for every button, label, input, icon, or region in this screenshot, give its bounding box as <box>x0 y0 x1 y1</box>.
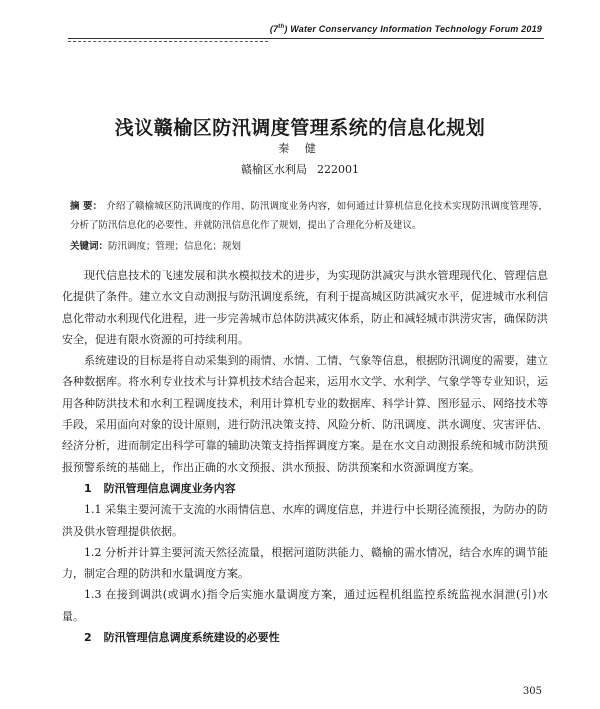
keywords-label: 关键词： <box>70 241 109 252</box>
abstract <box>70 197 548 235</box>
paper-title: 浅议赣榆区防汛调度管理系统的信息化规划 <box>114 117 486 139</box>
section-2-number: 2 <box>84 631 92 645</box>
body-paragraph-1-2: 1.2 分析并计算主要河流天然径流量，根据河道防洪能力、赣榆的需水情况，结合水库的调节能力，制定合理的防洪和水量调度方案。 <box>62 545 548 581</box>
section-1-number: 1 <box>84 481 92 495</box>
header-dashes <box>68 41 268 42</box>
body-paragraph-1-1: 1.1 采集主要河流干支流的水雨情信息、水库的调度信息，并进行中长期径流预报，为防办的防洪及供水管理提供依据。 <box>62 503 548 538</box>
running-head-ordinal-sup: th <box>278 24 285 30</box>
running-head <box>270 24 542 34</box>
running-head-ordinal: (7 <box>269 24 279 34</box>
section-heading-2 <box>62 627 548 648</box>
page-number: 305 <box>522 686 542 697</box>
paper-affiliation <box>0 161 600 177</box>
keywords <box>70 237 548 256</box>
keywords-text: 防汛调度；管理；信息化；规划 <box>108 241 242 252</box>
body-paragraph-intro-2: 系统建设的目标是将自动采集到的雨情、水情、工情、气象等信息，根据防汛调度的需要，建立各种数据库。将水利专业技术与计算机技术结合起来，运用水文学、水利学、气象学等专业知识，运用各种防洪技术和水利工程调度技术，利用计算机专业的数据库、科学计算、图形显示、网络技术等手段，采用面向对象的设计原则，进行防汛决策支持、风险分析、防汛调度、洪水调度、灾害评估、经济分析，进而制定出科学可靠的辅助决策支持指挥调度方案。是在水文自动测报系统和城市防洪预报预警系统的基础上，作出正确的水文预报、洪水预报、防洪预案和水资源调度方案。 <box>62 354 548 474</box>
body-paragraph-intro-1: 现代信息技术的飞速发展和洪水模拟技术的进步，为实现防洪减灾与洪水管理现代化、管理信息化提供了条件。建立水文自动测报与防汛调度系统，有利于提高城区防洪减灾水平，促进城市水利信息化带动水利现代化进程，进一步完善城市总体防洪减灾体系，防止和减轻城市洪涝灾害，确保防洪安全，促进有限水资源的可持续利用。 <box>62 269 548 346</box>
abstract-label: 摘 要： <box>70 201 103 212</box>
paper-author: 秦 健 <box>278 142 322 155</box>
affiliation-postcode: 222001 <box>317 163 359 176</box>
affiliation-name: 赣榆区水利局 <box>241 163 307 176</box>
body-paragraph-1-3: 1.3 在接到调洪(或调水)指令后实施水量调度方案，通过远程机组监控系统监视水洞泄(引)水量。 <box>62 588 548 623</box>
section-1-title: 防汛管理信息调度业务内容 <box>103 481 236 495</box>
section-2-title: 防汛管理信息调度系统建设的必要性 <box>103 631 280 645</box>
running-head-journal: ) Water Conservancy Information Technology Forum 2019 <box>284 24 542 34</box>
header-rule <box>68 38 544 39</box>
section-heading-1 <box>62 478 548 499</box>
abstract-text: 介绍了赣榆城区防汛调度的作用、防汛调度业务内容，如何通过计算机信息化技术实现防汛调度管理等，分析了防汛信息化的必要性、并就防汛信息化作了规划，提出了合理化分析及建议。 <box>70 201 548 231</box>
body-text <box>62 265 548 648</box>
